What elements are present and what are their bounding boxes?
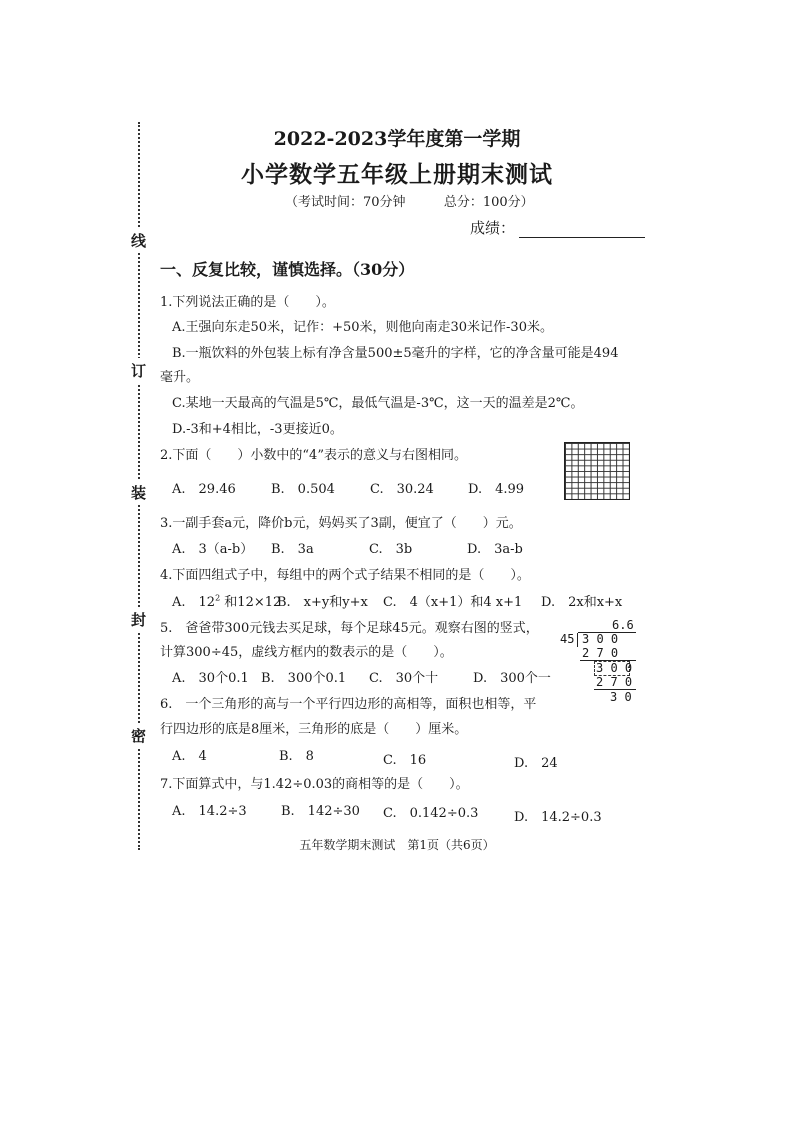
division-dividend: 3 0 0 <box>582 632 619 646</box>
exam-title: 小学数学五年级上册期末测试 <box>241 161 553 188</box>
q4-option-d: D. 2x和x+x <box>541 595 623 610</box>
q6-option-a: A. 4 <box>172 749 207 764</box>
division-step-2: 3 0 0 <box>596 661 633 675</box>
q4-option-a <box>172 591 281 610</box>
q3-option-b: B. 3a <box>271 542 314 557</box>
q4-option-a-rest: 和12×12 <box>220 595 282 610</box>
q1-option-c: C.某地一天最高的气温是5℃，最低气温是-3℃，这一天的温差是2℃。 <box>172 396 584 411</box>
q5-option-b: B. 300个0.1 <box>261 671 347 686</box>
q3-option-d: D. 3a-b <box>467 542 523 557</box>
score-blank[interactable] <box>519 223 645 238</box>
q4-option-c: C. 4（x+1）和4 x+1 <box>383 595 523 610</box>
q7-option-b: B. 142÷30 <box>281 804 360 819</box>
q3-option-c: C. 3b <box>369 542 413 557</box>
q1-option-b: B.一瓶饮料的外包装上标有净含量500±5毫升的字样，它的净含量可能是494 <box>172 346 619 361</box>
q1-option-d: D.-3和+4相比，-3更接近0。 <box>172 422 343 437</box>
q2-option-d: D. 4.99 <box>468 482 525 497</box>
hundred-grid-figure <box>564 442 630 500</box>
binding-char-ding: 订 <box>131 358 146 383</box>
q5-option-c: C. 30个十 <box>369 671 439 686</box>
q6-stem-2: 行四边形的底是8厘米，三角形的底是（ ）厘米。 <box>160 722 468 737</box>
section-title: 一、反复比较，谨慎选择。（30分） <box>160 260 415 279</box>
division-step-3: 2 7 0 <box>596 675 633 689</box>
q5-stem-1: 5. 爸爸带300元钱去买足球，每个足球45元。观察右图的竖式， <box>160 621 539 636</box>
binding-char-zhuang: 装 <box>131 480 146 505</box>
q6-option-b: B. 8 <box>279 749 314 764</box>
exam-info <box>285 191 534 210</box>
q7-option-c: C. 0.142÷0.3 <box>383 806 479 821</box>
binding-char-feng: 封 <box>131 607 146 632</box>
q7-option-d: D. 14.2÷0.3 <box>514 810 602 825</box>
q2-option-c: C. 30.24 <box>370 482 434 497</box>
q6-stem-1: 6. 一个三角形的高与一个平行四边形的高相等，面积也相等，平 <box>160 697 537 712</box>
q5-option-d: D. 300个一 <box>473 671 551 686</box>
q4-option-a-exponent: 2 <box>215 593 221 603</box>
long-division-figure <box>560 618 640 704</box>
page-footer: 五年数学期末测试 第1页（共6页） <box>299 838 495 852</box>
q1-stem: 1.下列说法正确的是（ ）。 <box>160 295 335 310</box>
q3-option-a: A. 3（a-b） <box>172 542 254 557</box>
binding-char-xian: 线 <box>131 228 146 253</box>
q7-stem: 7.下面算式中，与1.42÷0.03的商相等的是（ ）。 <box>160 777 469 792</box>
q2-stem: 2.下面（ ）小数中的“4”表示的意义与右图相同。 <box>160 448 467 463</box>
division-remainder: 3 0 <box>610 690 632 704</box>
q4-option-a-base: A. 12 <box>172 595 216 610</box>
q7-option-a: A. 14.2÷3 <box>172 804 247 819</box>
score-label: 成绩： <box>470 219 516 237</box>
exam-total: 总分：100分） <box>443 195 534 210</box>
binding-char-mi: 密 <box>131 723 146 748</box>
q1-option-a: A.王强向东走50米，记作：+50米，则他向南走30米记作-30米。 <box>172 320 553 335</box>
q5-option-a: A. 30个0.1 <box>172 671 249 686</box>
division-bracket <box>577 633 578 647</box>
q6-option-d: D. 24 <box>514 756 558 771</box>
q2-option-a: A. 29.46 <box>172 482 236 497</box>
division-quotient: 6.6 <box>612 618 634 632</box>
score-field[interactable] <box>470 217 645 238</box>
q4-stem: 4.下面四组式子中，每组中的两个式子结果不相同的是（ ）。 <box>160 568 530 583</box>
division-step-1: 2 7 0 <box>582 646 619 660</box>
q5-stem-2: 计算300÷45，虚线方框内的数表示的是（ ）。 <box>160 645 453 660</box>
exam-time: （考试时间：70分钟 <box>285 195 406 210</box>
q4-option-b: B. x+y和y+x <box>277 595 368 610</box>
q3-stem: 3.一副手套a元，降价b元，妈妈买了3副，便宜了（ ）元。 <box>160 516 522 531</box>
q2-option-b: B. 0.504 <box>271 482 335 497</box>
exam-year: 2022-2023学年度第一学期 <box>273 128 521 150</box>
division-divisor: 45 <box>560 632 575 646</box>
q6-option-c: C. 16 <box>383 753 427 768</box>
q1-option-b-cont: 毫升。 <box>160 370 200 385</box>
